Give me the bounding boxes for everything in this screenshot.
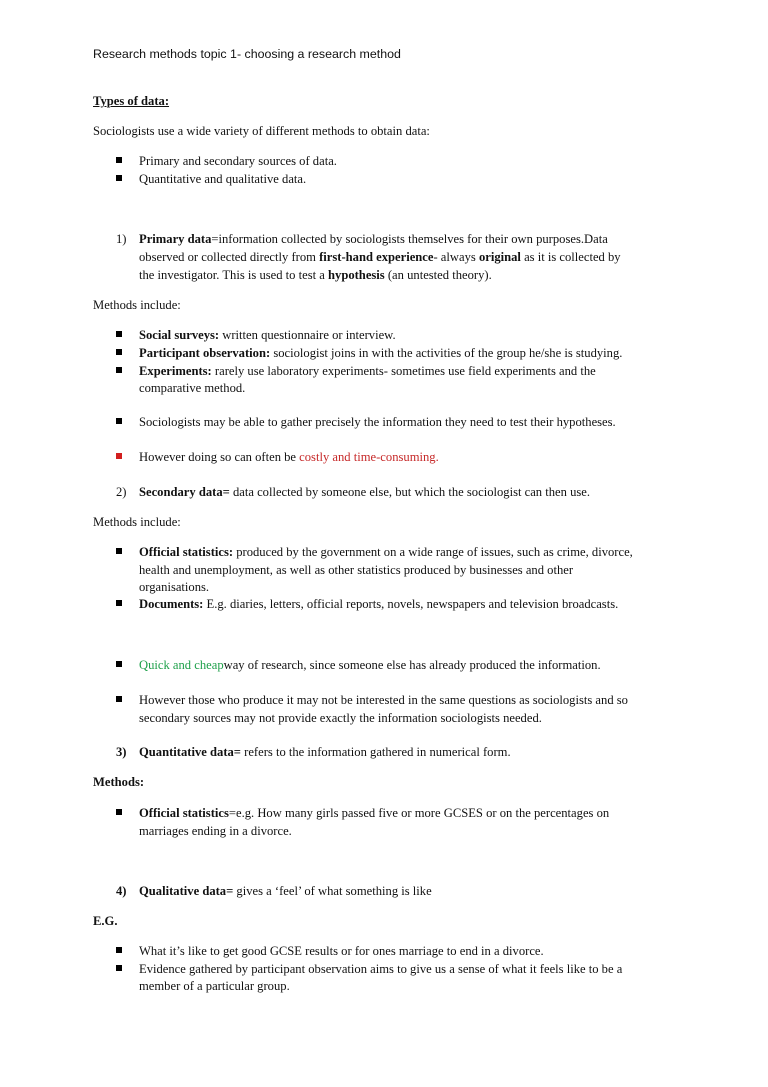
- secondary-disadvantage-line-1: However those who produce it may not be interested in the same questions as sociologists and so: [139, 693, 628, 707]
- section-1-line-2: observed or collected directly from first-hand experience- always original as it is collected by: [139, 250, 621, 264]
- quantitative-data-term: Quantitative data=: [139, 745, 241, 759]
- secondary-disadvantage-line-2: secondary sources may not provide exactly the information sociologists needed.: [139, 711, 542, 725]
- bullet-icon: [116, 965, 122, 971]
- page-header: Research methods topic 1- choosing a research method: [93, 47, 401, 61]
- bullet-icon: [116, 696, 122, 702]
- quantitative-bullet-line-2: marriages ending in a divorce.: [139, 824, 292, 838]
- section-2-number: 2): [116, 485, 127, 499]
- secondary-data-term: Secondary data=: [139, 485, 230, 499]
- types-heading: Types of data:: [93, 94, 170, 108]
- intro-bullet-2: Quantitative and qualitative data.: [139, 172, 307, 186]
- bullet-icon: [116, 349, 122, 355]
- intro-bullet-1: Primary and secondary sources of data.: [139, 154, 337, 168]
- method-social-surveys: Social surveys: written questionnaire or interview.: [139, 328, 396, 342]
- section-4-number: 4): [116, 884, 127, 898]
- primary-disadvantage: However doing so can often be costly and time-consuming.: [139, 450, 439, 464]
- section-3-line: Quantitative data= refers to the information gathered in numerical form.: [139, 745, 511, 759]
- bullet-icon: [116, 175, 122, 181]
- primary-data-term: Primary data: [139, 232, 212, 246]
- method-experiments-cont: comparative method.: [139, 381, 246, 395]
- qualitative-bullet-2-line-2: member of a particular group.: [139, 979, 290, 993]
- section-2-line: Secondary data= data collected by someone else, but which the sociologist can then use.: [139, 485, 591, 499]
- bullet-icon: [116, 661, 122, 667]
- secondary-advantage: Quick and cheapway of research, since someone else has already produced the information.: [139, 658, 601, 672]
- section-1-line-3: the investigator. This is used to test a hypothesis (an untested theory).: [139, 268, 492, 282]
- official-statistics-line-1: Official statistics: produced by the government on a wide range of issues, such as crime, divorce,: [139, 545, 633, 559]
- section-1-number: 1): [116, 232, 127, 246]
- method-participant-observation: Participant observation: sociologist joins in with the activities of the group he/she is studying.: [139, 346, 623, 360]
- documents-line: Documents: E.g. diaries, letters, official reports, novels, newspapers and television broadcasts.: [139, 597, 619, 611]
- bullet-icon: [116, 600, 122, 606]
- qualitative-bullet-1: What it’s like to get good GCSE results or for ones marriage to end in a divorce.: [139, 944, 544, 958]
- section-4-line: Qualitative data= gives a ‘feel’ of what something is like: [139, 884, 432, 898]
- qualitative-data-term: Qualitative data=: [139, 884, 234, 898]
- section-1-line-1: Primary data=information collected by sociologists themselves for their own purposes.Data: [139, 232, 608, 246]
- method-experiments: Experiments: rarely use laboratory experiments- sometimes use field experiments and the: [139, 364, 596, 378]
- qualitative-bullet-2-line-1: Evidence gathered by participant observation aims to give us a sense of what it feels like to be a: [139, 962, 623, 976]
- bullet-icon: [116, 947, 122, 953]
- bullet-icon: [116, 809, 122, 815]
- official-statistics-line-3: organisations.: [139, 580, 210, 594]
- bullet-icon: [116, 331, 122, 337]
- primary-advantage: Sociologists may be able to gather precisely the information they need to test their hypotheses.: [139, 415, 616, 429]
- quantitative-bullet-line-1: Official statistics=e.g. How many girls passed five or more GCSES or on the percentages on: [139, 806, 610, 820]
- eg-heading: E.G.: [93, 914, 118, 928]
- red-bullet-icon: [116, 453, 122, 459]
- bullet-icon: [116, 157, 122, 163]
- intro-text: Sociologists use a wide variety of different methods to obtain data:: [93, 124, 430, 138]
- methods-include-2: Methods include:: [93, 515, 181, 529]
- methods-heading: Methods:: [93, 775, 145, 789]
- section-3-number: 3): [116, 745, 127, 759]
- bullet-icon: [116, 367, 122, 373]
- methods-include-1: Methods include:: [93, 298, 181, 312]
- bullet-icon: [116, 418, 122, 424]
- bullet-icon: [116, 548, 122, 554]
- official-statistics-line-2: health and unemployment, as well as other statistics produced by businesses and other: [139, 563, 574, 577]
